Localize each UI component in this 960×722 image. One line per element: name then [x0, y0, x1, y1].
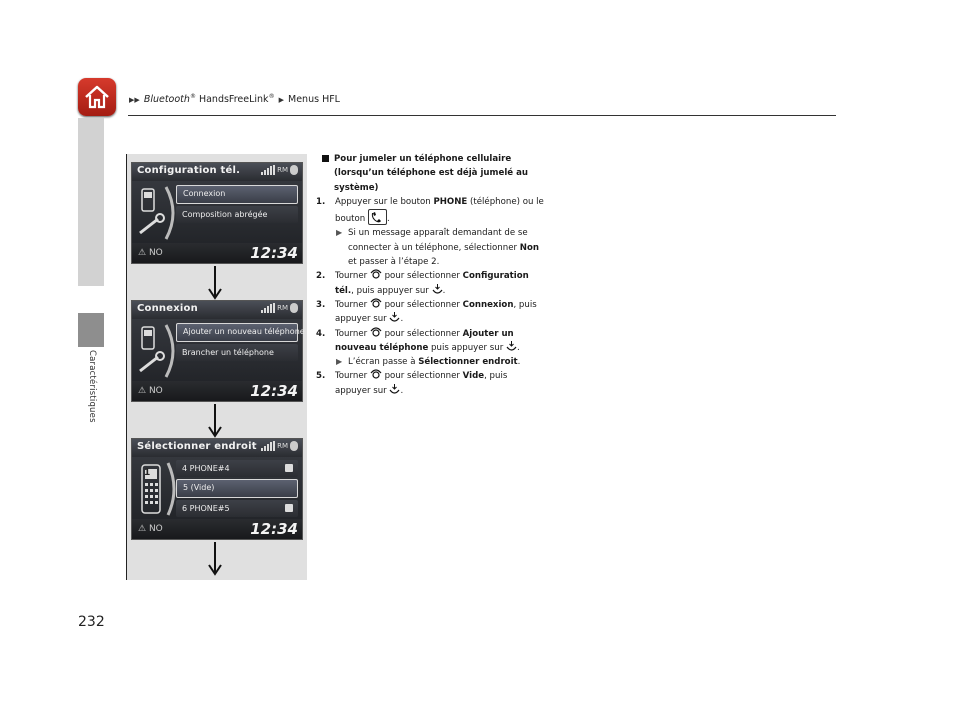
down-arrow-icon — [207, 542, 223, 576]
bluetooth-icon — [290, 303, 298, 313]
signal-icon — [261, 303, 277, 313]
selector-knob-icon — [370, 298, 382, 309]
step-2: 2. Tourner pour sélectionner Configuration tél., puis appuyer sur . — [316, 271, 529, 296]
list-item[interactable]: 4 PHONE#4 — [176, 460, 298, 477]
clock: 12:34 — [250, 244, 298, 262]
list-item[interactable]: Ajouter un nouveau téléphone — [176, 323, 298, 342]
page-number: 232 — [78, 614, 105, 630]
press-knob-icon — [389, 312, 400, 323]
phone-slot-icon — [285, 464, 293, 472]
phone-wrench-icon — [136, 185, 176, 241]
clock: 12:34 — [250, 520, 298, 538]
breadcrumb — [128, 93, 340, 105]
press-knob-icon — [432, 284, 443, 295]
step-1-note: ▶ Si un message apparaît demandant de se connecter à un téléphone, sélectionner Non et passer à l’étape 2. — [336, 228, 539, 268]
roaming-label: RM — [277, 304, 288, 312]
status-icons — [261, 303, 298, 313]
instructions — [316, 152, 576, 398]
list-item[interactable]: Composition abrégée — [176, 206, 298, 223]
list-item[interactable]: 6 PHONE#5 — [176, 500, 298, 517]
breadcrumb-item-bluetooth[interactable]: Bluetooth — [143, 94, 190, 106]
breadcrumb-arrow-icon: ▶ — [278, 96, 284, 105]
note-arrow-icon: ▶ — [336, 357, 343, 367]
step-4-note: ▶ L’écran passe à Sélectionner endroit. — [316, 355, 576, 369]
home-icon — [83, 83, 111, 111]
figure-panel-border — [126, 154, 127, 580]
status-icons — [261, 165, 298, 175]
screen-selectionner-endroit — [131, 438, 303, 540]
selector-knob-icon — [370, 369, 382, 380]
screen-title: Configuration tél. — [137, 165, 241, 176]
registered-mark: ® — [189, 93, 196, 100]
step-1: 1. Appuyer sur le bouton PHONE (téléphone) ou le bouton . — [316, 196, 544, 225]
bluetooth-icon — [290, 165, 298, 175]
selector-knob-icon — [370, 327, 382, 338]
sidebar-section-label: Caractéristiques — [87, 350, 97, 423]
phone-button-icon — [368, 209, 387, 225]
breadcrumb-arrow-icon: ▶▶ — [129, 96, 140, 105]
sidebar-section-tab[interactable] — [78, 313, 104, 347]
phone-keypad-icon — [136, 461, 176, 517]
screen-title: Connexion — [137, 303, 198, 314]
note-arrow-icon: ▶ — [336, 228, 343, 238]
down-arrow-icon — [207, 266, 223, 300]
breadcrumb-item-handsfreelink[interactable]: HandsFreeLink — [198, 94, 269, 106]
phone-wrench-icon — [136, 323, 176, 379]
press-knob-icon — [389, 384, 400, 395]
step-4: 4. Tourner pour sélectionner Ajouter un nouveau téléphone puis appuyer sur . — [316, 328, 520, 353]
section-heading: Pour jumeler un téléphone cellulaire (lorsqu’un téléphone est déjà jumelé au système) — [316, 152, 576, 195]
screen-configuration — [131, 162, 303, 264]
status-no: ⚠ NO — [138, 524, 163, 534]
roaming-label: RM — [277, 166, 288, 174]
home-button[interactable] — [78, 78, 116, 116]
status-icons — [261, 441, 298, 451]
list-item[interactable]: 5 (Vide) — [176, 479, 298, 498]
roaming-label: RM — [277, 442, 288, 450]
list-item[interactable]: Connexion — [176, 185, 298, 204]
selector-knob-icon — [370, 269, 382, 280]
screen-connexion — [131, 300, 303, 402]
bluetooth-icon — [290, 441, 298, 451]
list-item[interactable]: Brancher un téléphone — [176, 344, 298, 361]
down-arrow-icon — [207, 404, 223, 438]
phone-slot-digit: 1 — [144, 468, 151, 478]
press-knob-icon — [506, 341, 517, 352]
step-5: 5. Tourner pour sélectionner Vide, puis appuyer sur . — [316, 371, 508, 396]
header-rule — [128, 115, 836, 116]
signal-icon — [261, 441, 277, 451]
breadcrumb-item-menus-hfl[interactable]: Menus HFL — [288, 94, 340, 106]
status-no: ⚠ NO — [138, 248, 163, 258]
signal-icon — [261, 165, 277, 175]
sidebar-strip — [78, 118, 104, 286]
screen-title: Sélectionner endroit — [137, 441, 257, 452]
clock: 12:34 — [250, 382, 298, 400]
heading-square-icon — [322, 155, 329, 162]
registered-mark: ® — [268, 93, 275, 100]
phone-slot-icon — [285, 504, 293, 512]
step-3: 3. Tourner pour sélectionner Connexion, puis appuyer sur . — [316, 299, 537, 325]
status-no: ⚠ NO — [138, 386, 163, 396]
